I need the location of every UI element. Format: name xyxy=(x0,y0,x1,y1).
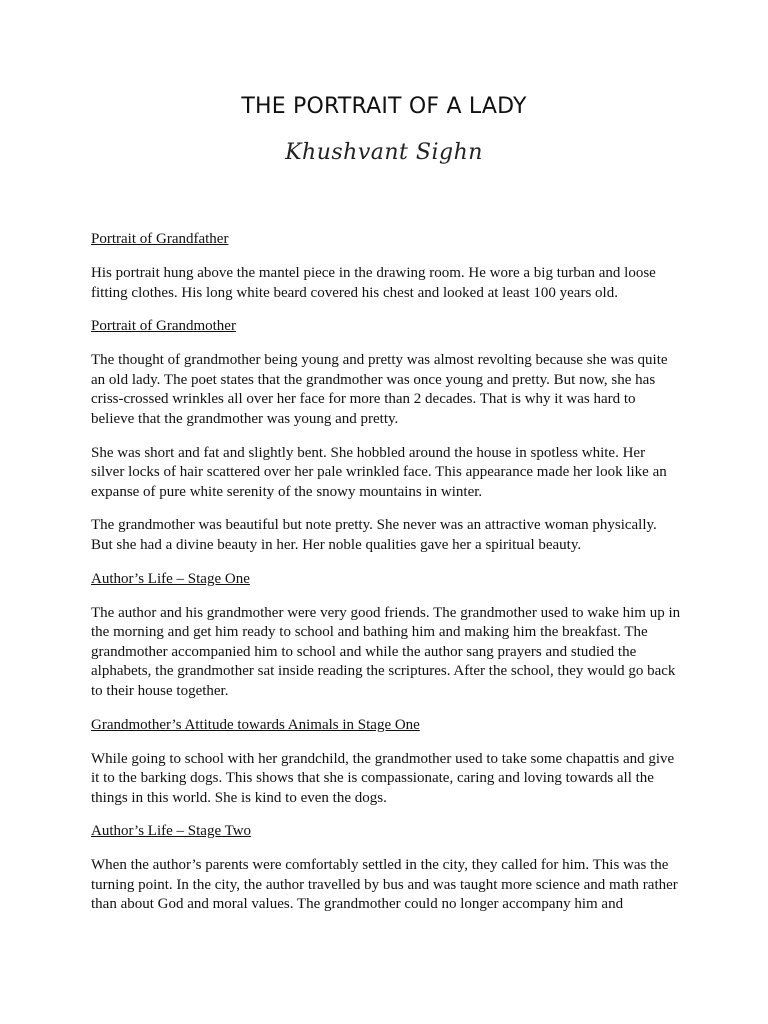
paragraph: His portrait hung above the mantel piece in the drawing room. He wore a big turban and loose fitting clothes. His long white beard covered his chest and looked at least 100 years old. xyxy=(91,265,656,301)
section-heading-attitude-animals: Grandmother’s Attitude towards Animals in Stage One xyxy=(91,716,420,733)
section-heading-stage-one: Author’s Life – Stage One xyxy=(91,570,250,587)
paragraph: She was short and fat and slightly bent. She hobbled around the house in spotless white. Her silver locks of hair scattered over her pale wrinkled face. This appearance made her look like an expanse of pure white serenity of the snowy mountains in winter. xyxy=(91,444,667,500)
paragraph: The grandmother was beautiful but note pretty. She never was an attractive woman physically. But she had a divine beauty in her. Her noble qualities gave her a spiritual beauty. xyxy=(91,517,657,553)
section-heading-grandfather: Portrait of Grandfather xyxy=(91,231,229,247)
document-author: Khushvant Sighn xyxy=(285,140,483,165)
paragraph: The thought of grandmother being young and pretty was almost revolting because she was quite an old lady. The poet states that the grandmother was once young and pretty. But now, she has criss-crossed wrinkles all over her face for more than 2 decades. That is why it was hard to believe that the grandmother was young and pretty. xyxy=(91,352,668,427)
paragraph: While going to school with her grandchild, the grandmother used to take some chapattis and give it to the barking dogs. This shows that she is compassionate, caring and loving towards all the things in this world. She is kind to even the dogs. xyxy=(91,750,675,806)
document-body xyxy=(91,230,681,929)
section-heading-grandmother: Portrait of Grandmother xyxy=(91,318,236,335)
section-heading-stage-two: Author’s Life – Stage Two xyxy=(91,823,252,840)
paragraph: The author and his grandmother were very good friends. The grandmother used to wake him up in the morning and get him ready to school and bathing him and making him the breakfast. The grandmother accompanied him to school and while the author sang prayers and studied the alphabets, the grandmother sat inside reading the scriptures. After the school, they would go back to their house together. xyxy=(91,604,681,699)
paragraph: When the author’s parents were comfortably settled in the city, they called for him. This was the turning point. In the city, the author travelled by bus and was taught more science and math rather than about God and moral values. The grandmother could no longer accompany him and xyxy=(91,857,678,913)
document-title: THE PORTRAIT OF A LADY xyxy=(241,94,527,119)
